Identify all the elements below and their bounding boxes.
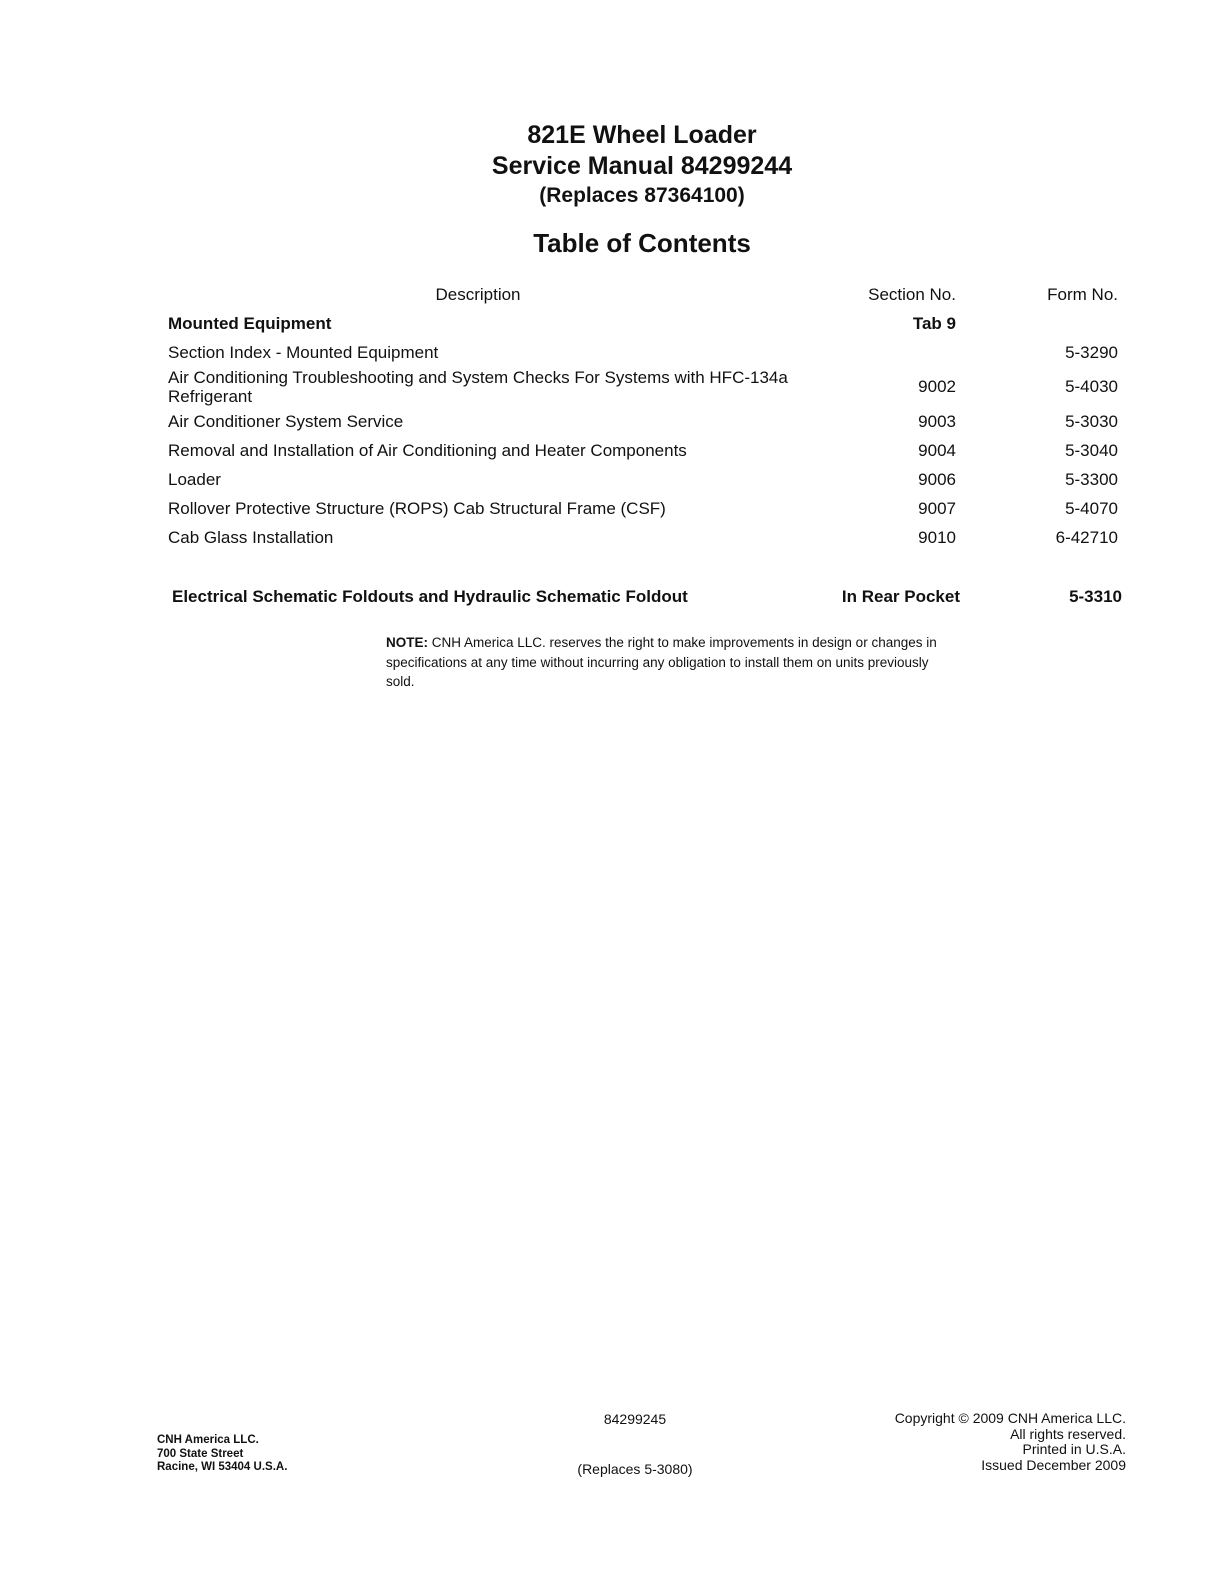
schematics-description: Electrical Schematic Foldouts and Hydraulic Schematic Foldout — [172, 587, 688, 606]
address-street: 700 State Street — [157, 1447, 244, 1460]
toc-row-form: 6-42710 — [1055, 527, 1118, 547]
copyright-block — [895, 1411, 1126, 1473]
toc-row-description: Section Index - Mounted Equipment — [168, 343, 439, 362]
title-block — [0, 120, 1224, 209]
toc-row-section: 9003 — [918, 411, 956, 431]
note-text: CNH America LLC. reserves the right to make improvements in design or changes in specifications at any time without incurring any obligation to install them on units previously sold. — [386, 635, 937, 689]
toc-row-section: 9006 — [918, 469, 956, 489]
group-row — [168, 309, 1118, 338]
column-header-description: Description — [435, 285, 521, 304]
column-header-section: Section No. — [868, 284, 956, 304]
rights-line: All rights reserved. — [1010, 1425, 1126, 1442]
schematics-row — [168, 582, 1122, 611]
toc-header-row — [168, 280, 1118, 309]
column-header-form: Form No. — [1047, 284, 1118, 304]
toc-row-section: 9010 — [918, 527, 956, 547]
disclaimer-note — [386, 633, 946, 692]
toc-row-form: 5-3290 — [1065, 342, 1118, 362]
note-label: NOTE: — [386, 635, 428, 650]
toc-row — [168, 407, 1118, 436]
copyright-line: Copyright © 2009 CNH America LLC. — [894, 1410, 1126, 1426]
toc-row — [168, 338, 1118, 367]
toc-row-description: Cab Glass Installation — [168, 528, 334, 547]
toc-row-form: 5-4030 — [1065, 377, 1118, 396]
toc-row-description: Air Conditioning Troubleshooting and System Checks For Systems with HFC-134a Refrigerant — [168, 368, 788, 406]
company-address — [157, 1434, 287, 1475]
toc-row-description: Rollover Protective Structure (ROPS) Cab Structural Frame (CSF) — [168, 499, 666, 518]
toc-row — [168, 494, 1118, 523]
toc-spacer — [168, 552, 1118, 582]
toc-heading: Table of Contents — [533, 228, 751, 258]
toc-row-form: 5-3300 — [1065, 469, 1118, 489]
toc-row-description: Air Conditioner System Service — [168, 412, 404, 431]
toc-row — [168, 436, 1118, 465]
footer-part-number: 84299245 — [603, 1411, 667, 1427]
address-city: Racine, WI 53404 U.S.A. — [157, 1461, 288, 1473]
toc-row-section: 9002 — [918, 377, 956, 396]
toc-row-section: 9004 — [918, 440, 956, 460]
schematics-form: 5-3310 — [1069, 586, 1122, 606]
toc-row-description: Removal and Installation of Air Conditioning and Heater Components — [168, 441, 687, 460]
toc-row-form: 5-3040 — [1065, 440, 1118, 460]
toc-row — [168, 523, 1118, 552]
toc-row-section: 9007 — [918, 498, 956, 518]
toc-row — [168, 465, 1118, 494]
manual-title: Service Manual 84299244 — [491, 152, 793, 180]
address-company: CNH America LLC. — [157, 1434, 259, 1446]
toc-row-description: Loader — [168, 470, 221, 489]
footer-replaces: (Replaces 5-3080) — [577, 1461, 693, 1477]
group-name: Mounted Equipment — [168, 314, 332, 333]
toc-row — [168, 367, 1118, 407]
toc-row-form: 5-4070 — [1065, 498, 1118, 518]
replaces-note: (Replaces 87364100) — [539, 184, 745, 207]
schematics-location: In Rear Pocket — [841, 586, 960, 606]
toc-row-form: 5-3030 — [1065, 411, 1118, 431]
issued-line: Issued December 2009 — [981, 1456, 1126, 1473]
toc-table — [168, 280, 1122, 611]
group-tab: Tab 9 — [912, 313, 956, 333]
product-title: 821E Wheel Loader — [527, 121, 757, 149]
printed-line: Printed in U.S.A. — [1022, 1441, 1126, 1457]
